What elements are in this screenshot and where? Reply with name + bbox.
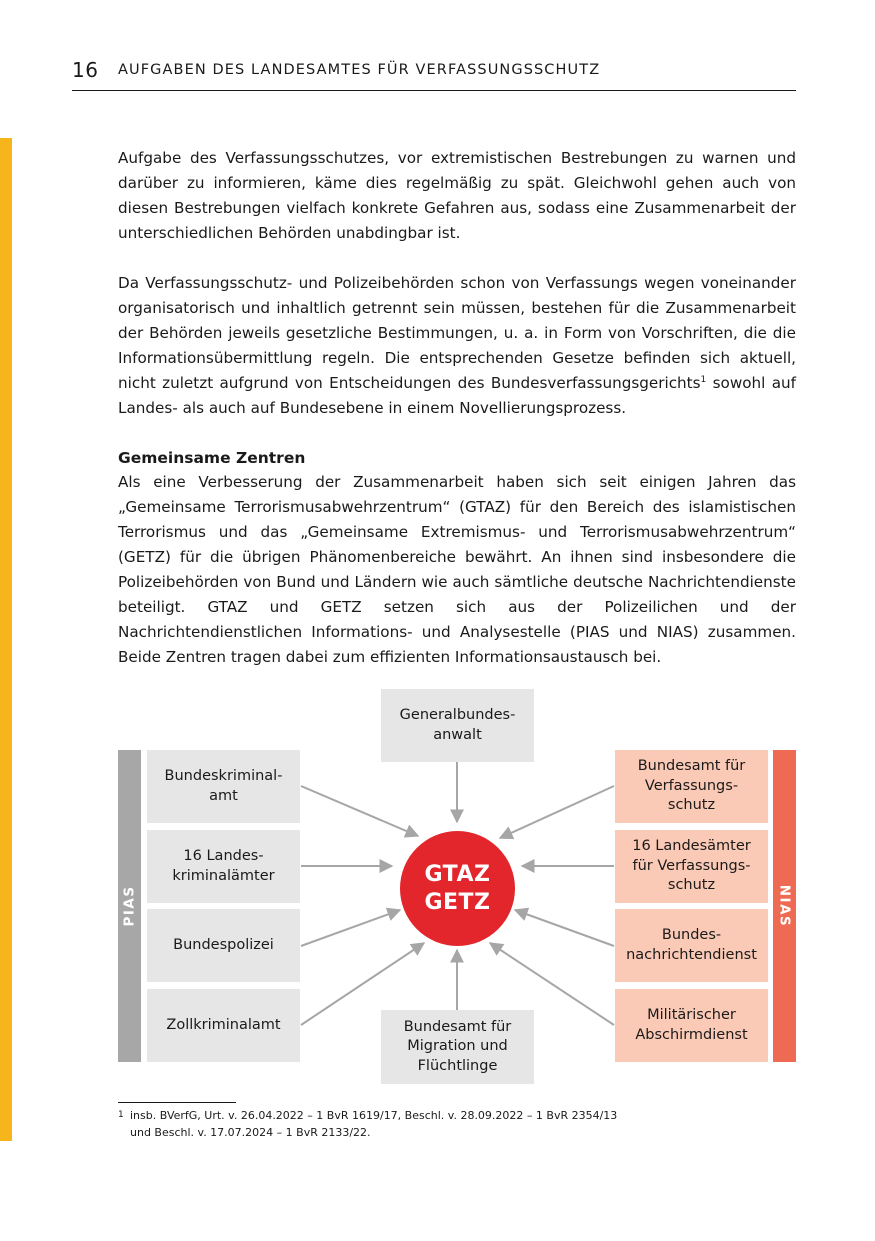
arrow-right-3	[515, 910, 614, 946]
box-bamf: Bundesamt für Migration und Flüchtlinge	[381, 1010, 534, 1084]
box-landeskriminalaemter: 16 Landes- kriminalämter	[147, 830, 300, 903]
box-generalbundesanwalt: Generalbundes- anwalt	[381, 689, 534, 762]
nias-bar	[773, 750, 796, 1062]
arrow-left-1	[301, 786, 418, 836]
paragraph-2-text-end: sowohl auf Landes- als auch auf Bundesebene in einem Novellierungsprozess.	[118, 374, 796, 417]
center-gtaz-getz	[400, 831, 515, 946]
footnote-line-2: und Beschl. v. 17.07.2024 – 1 BvR 2133/22.	[130, 1126, 371, 1139]
paragraph-3: Als eine Verbesserung der Zusammenarbeit haben sich seit einigen Jahren das „Gemeinsame Terrorismusabwehrzentrum“ (GTAZ) für den Bereich des islamistischen Terrorismus und das „Gemeinsame Extremismus- und Terrorismusabwehrzentrum“ (GETZ) für die übrigen Phänomenbereiche bewährt. An ihnen sind insbesondere die Polizeibehörden von Bund und Ländern wie auch sämtliche deutsche Nachrichtendienste beteiligt. GTAZ und GETZ setzen sich aus der Polizeilichen und der Nachrichtendienstlichen Informations- und Analysestelle (PIAS und NIAS) zusammen. Beide Zentren tragen dabei zum effizienten Informationsaustausch bei.	[118, 473, 796, 666]
paragraph-1: Aufgabe des Verfassungsschutzes, vor extremistischen Bestrebungen zu warnen und darüber zu informieren, käme dies regelmäßig zu spät. Gleichwohl gehen auch von diesen Bestrebungen vielfach konkrete Gefahren aus, sodass eine Zusammenarbeit der unterschiedlichen Behörden unabdingbar ist.	[118, 149, 796, 242]
pias-bar	[118, 750, 141, 1062]
arrow-right-1	[500, 786, 614, 838]
center-label-gtaz: GTAZ	[424, 861, 491, 887]
box-landesaemter-verfassungsschutz: 16 Landesämter für Verfassungs- schutz	[615, 830, 768, 903]
box-bfv: Bundesamt für Verfassungs- schutz	[615, 750, 768, 823]
arrow-left-3	[301, 910, 400, 946]
paragraph-2-text: Da Verfassungsschutz- und Polizeibehörden schon von Verfassungs wegen voneinander organisatorisch und inhaltlich getrennt sein müssen, bestehen für die Zusammenarbeit der Behörden jeweils gesetzliche Bestimmungen, u. a. in Form von Vorschriften, die die Informationsübermittlung regeln. Die entsprechenden Gesetze befinden sich aktuell, nicht zuletzt aufgrund von Entscheidungen des Bundesverfassungsgerichts	[118, 274, 796, 392]
center-label-getz: GETZ	[424, 889, 491, 915]
footnote-mark: 1	[118, 1110, 124, 1120]
section-heading: Gemeinsame Zentren	[118, 449, 306, 467]
page-number: 16	[72, 58, 99, 82]
footnote-ref: 1	[700, 374, 707, 385]
box-bundespolizei: Bundespolizei	[147, 909, 300, 982]
box-mad: Militärischer Abschirmdienst	[615, 989, 768, 1062]
box-zollkriminalamt: Zollkriminalamt	[147, 989, 300, 1062]
box-bnd: Bundes- nachrichtendienst	[615, 909, 768, 982]
pias-label: PIAS	[121, 885, 138, 927]
running-title: AUFGABEN DES LANDESAMTES FÜR VERFASSUNGSSCHUTZ	[118, 62, 601, 78]
nias-label: NIAS	[776, 884, 793, 928]
footnote	[118, 1107, 617, 1141]
footnote-rule	[118, 1102, 236, 1103]
footnote-line-1: insb. BVerfG, Urt. v. 26.04.2022 – 1 BvR 1619/17, Beschl. v. 28.09.2022 – 1 BvR 2354/13	[130, 1109, 618, 1122]
box-bundeskriminalamt: Bundeskriminal- amt	[147, 750, 300, 823]
